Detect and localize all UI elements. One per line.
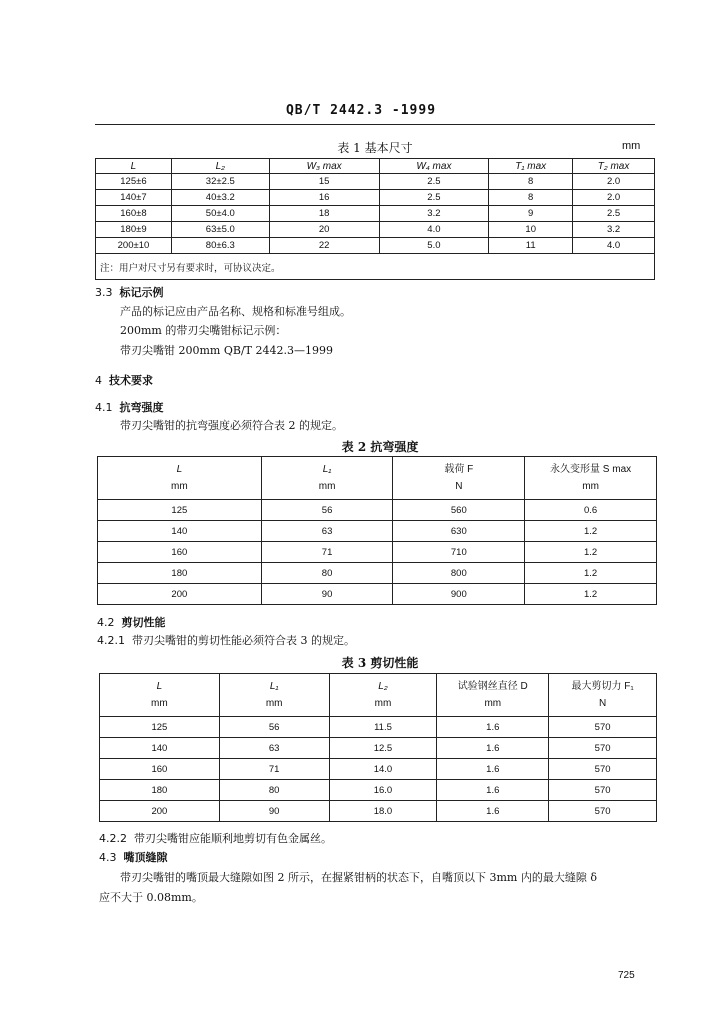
table-cell: 8 (489, 190, 573, 206)
header-unit: N (598, 698, 607, 709)
paragraph: 带刃尖嘴钳的嘴顶最大缝隙如图 2 所示，在握紧钳柄的状态下，自嘴顶以下 3mm 内的最大缝隙 δ (120, 871, 597, 884)
table-cell: 710 (393, 542, 525, 563)
table-cell: 900 (393, 584, 525, 605)
table-cell: 40±3.2 (171, 190, 269, 206)
table-cell: 80 (261, 563, 393, 584)
table-cell: 180 (98, 563, 262, 584)
table-cell: 180±9 (96, 222, 172, 238)
table-row (100, 801, 657, 822)
paragraph: 带刃尖嘴钳的抗弯强度必须符合表 2 的规定。 (120, 419, 343, 432)
table3-header-cell (329, 674, 437, 717)
table1-header-cell: L (96, 159, 172, 174)
table-cell: 10 (489, 222, 573, 238)
table-cell: 11 (489, 238, 573, 254)
table-cell: 1.6 (437, 801, 549, 822)
table-cell: 570 (549, 801, 657, 822)
table-cell: 160 (98, 542, 262, 563)
table-cell: 160 (100, 759, 220, 780)
paragraph: 带刃尖嘴钳应能顺利地剪切有色金属丝。 (134, 832, 332, 845)
section-title: 剪切性能 (121, 616, 166, 629)
table2-header-row (98, 457, 657, 500)
section-title: 技术要求 (109, 374, 153, 387)
section-4-1-heading (95, 401, 164, 415)
table-cell: 12.5 (329, 738, 437, 759)
page-header-standard: QB/T 2442.3 -1999 (285, 103, 437, 118)
table-cell: 63±5.0 (171, 222, 269, 238)
table-cell: 1.6 (437, 780, 549, 801)
table-cell: 63 (219, 738, 329, 759)
header-rule (95, 124, 655, 125)
section-number: 4.1 (95, 401, 113, 414)
paragraph: 带刃尖嘴钳的剪切性能必须符合表 3 的规定。 (132, 634, 355, 647)
table2-header-cell (525, 457, 657, 500)
header-name: 载荷 F (444, 464, 474, 475)
table-cell: 570 (549, 759, 657, 780)
paragraph: 应不大于 0.08mm。 (99, 891, 203, 904)
section-number: 4.3 (99, 851, 117, 864)
table-cell: 2.5 (379, 190, 489, 206)
table-cell: 570 (549, 780, 657, 801)
section-title: 抗弯强度 (119, 401, 164, 414)
table-row (98, 521, 657, 542)
table-row (98, 500, 657, 521)
table3-header-cell (100, 674, 220, 717)
table1-header-cell: W₃ max (269, 159, 379, 174)
paragraph: 产品的标记应由产品名称、规格和标准号组成。 (120, 305, 351, 318)
table1-note: 注：用户对尺寸另有要求时，可协议决定。 (96, 254, 655, 280)
table-cell: 71 (219, 759, 329, 780)
table-cell: 80 (219, 780, 329, 801)
table-cell: 16 (269, 190, 379, 206)
table2-caption: 表 2 抗弯强度 (341, 440, 419, 454)
table-cell: 4.0 (379, 222, 489, 238)
table-cell: 8 (489, 174, 573, 190)
table2-header-cell (393, 457, 525, 500)
table-row (98, 563, 657, 584)
table-cell: 9 (489, 206, 573, 222)
table-cell: 180 (100, 780, 220, 801)
section-number: 4 (95, 374, 102, 387)
table-cell: 1.2 (525, 584, 657, 605)
table-cell: 0.6 (525, 500, 657, 521)
header-name: 最大剪切力 F₁ (571, 681, 634, 692)
table-cell: 4.0 (573, 238, 655, 254)
table-cell: 5.0 (379, 238, 489, 254)
table-cell: 570 (549, 738, 657, 759)
table-cell: 22 (269, 238, 379, 254)
table-cell: 56 (219, 717, 329, 738)
header-unit: mm (374, 698, 392, 709)
header-unit: mm (151, 698, 168, 709)
table-cell: 1.6 (437, 759, 549, 780)
table-cell: 2.5 (379, 174, 489, 190)
table-cell: 1.2 (525, 542, 657, 563)
section-title: 嘴顶缝隙 (123, 851, 168, 864)
table-cell: 140±7 (96, 190, 172, 206)
table-cell: 1.6 (437, 738, 549, 759)
table-cell: 16.0 (329, 780, 437, 801)
table-cell: 570 (549, 717, 657, 738)
page-number: 725 (618, 970, 635, 981)
section-4-heading (95, 374, 153, 388)
table-cell: 1.2 (525, 521, 657, 542)
table-row (96, 206, 655, 222)
table-row (100, 759, 657, 780)
table-cell: 50±4.0 (171, 206, 269, 222)
table-row (100, 780, 657, 801)
table1-unit: mm (622, 140, 641, 152)
table-cell: 2.5 (573, 206, 655, 222)
table1-note-row (96, 254, 655, 280)
header-unit: mm (582, 481, 599, 492)
table-cell: 11.5 (329, 717, 437, 738)
table3-caption: 表 3 剪切性能 (341, 656, 419, 670)
table-cell: 20 (269, 222, 379, 238)
table-cell: 14.0 (329, 759, 437, 780)
table-cell: 200 (100, 801, 220, 822)
table3-header-cell (219, 674, 329, 717)
table-cell: 1.2 (525, 563, 657, 584)
table1-basic-dimensions (95, 158, 655, 280)
table-cell: 125 (98, 500, 262, 521)
table-cell: 3.2 (379, 206, 489, 222)
table-cell: 1.6 (437, 717, 549, 738)
table-row (100, 738, 657, 759)
table-cell: 800 (393, 563, 525, 584)
table3-shearing-performance (99, 673, 657, 822)
table-cell: 90 (219, 801, 329, 822)
section-4-2-2 (99, 832, 332, 846)
table1-header-cell: T₂ max (573, 159, 655, 174)
table-cell: 63 (261, 521, 393, 542)
header-name: L₁ (269, 681, 279, 692)
table2-header-cell (98, 457, 262, 500)
table-cell: 2.0 (573, 174, 655, 190)
table-cell: 140 (98, 521, 262, 542)
section-title: 标记示例 (119, 286, 164, 299)
header-unit: mm (265, 698, 283, 709)
table2-bending-strength (97, 456, 657, 605)
section-4-3-heading (99, 851, 168, 865)
table-cell: 125±6 (96, 174, 172, 190)
table-cell: 18.0 (329, 801, 437, 822)
table-cell: 200 (98, 584, 262, 605)
table-cell: 200±10 (96, 238, 172, 254)
table-row (98, 584, 657, 605)
table3-header-row (100, 674, 657, 717)
table-cell: 560 (393, 500, 525, 521)
table1-header-cell: W₄ max (379, 159, 489, 174)
table-cell: 32±2.5 (171, 174, 269, 190)
header-unit: mm (484, 698, 502, 709)
table-row (96, 238, 655, 254)
marking-example: 带刃尖嘴钳 200mm QB/T 2442.3—1999 (120, 344, 333, 357)
table-cell: 630 (393, 521, 525, 542)
section-4-2-1 (97, 634, 355, 648)
table-cell: 2.0 (573, 190, 655, 206)
table3-header-cell (549, 674, 657, 717)
section-number: 4.2 (97, 616, 115, 629)
section-3-3-heading (95, 286, 164, 300)
header-unit: mm (318, 481, 336, 492)
table-cell: 140 (100, 738, 220, 759)
table-row (96, 174, 655, 190)
table-row (98, 542, 657, 563)
section-number: 4.2.2 (99, 832, 127, 845)
table-cell: 125 (100, 717, 220, 738)
table-row (100, 717, 657, 738)
table1-caption: 表 1 基本尺寸 (337, 141, 413, 155)
table1-header-cell: T₁ max (489, 159, 573, 174)
table-row (96, 222, 655, 238)
table1-header-row (96, 159, 655, 174)
table-cell: 18 (269, 206, 379, 222)
section-number: 4.2.1 (97, 634, 125, 647)
table-cell: 80±6.3 (171, 238, 269, 254)
header-name: L₂ (378, 681, 388, 692)
paragraph: 200mm 的带刃尖嘴钳标记示例： (120, 324, 287, 337)
header-unit: N (455, 481, 463, 492)
header-name: 试验钢丝直径 D (457, 681, 528, 692)
table-row (96, 190, 655, 206)
header-unit: mm (171, 481, 188, 492)
table3-header-cell (437, 674, 549, 717)
table-cell: 160±8 (96, 206, 172, 222)
table-cell: 15 (269, 174, 379, 190)
table-cell: 71 (261, 542, 393, 563)
table-cell: 3.2 (573, 222, 655, 238)
header-name: L (176, 464, 183, 475)
table-cell: 90 (261, 584, 393, 605)
table-cell: 56 (261, 500, 393, 521)
section-4-2-heading (97, 616, 166, 630)
header-name: 永久变形量 S max (550, 464, 632, 475)
header-name: L₁ (322, 464, 332, 475)
section-number: 3.3 (95, 286, 113, 299)
table1-header-cell: L₂ (171, 159, 269, 174)
header-name: L (156, 681, 163, 692)
table2-header-cell (261, 457, 393, 500)
